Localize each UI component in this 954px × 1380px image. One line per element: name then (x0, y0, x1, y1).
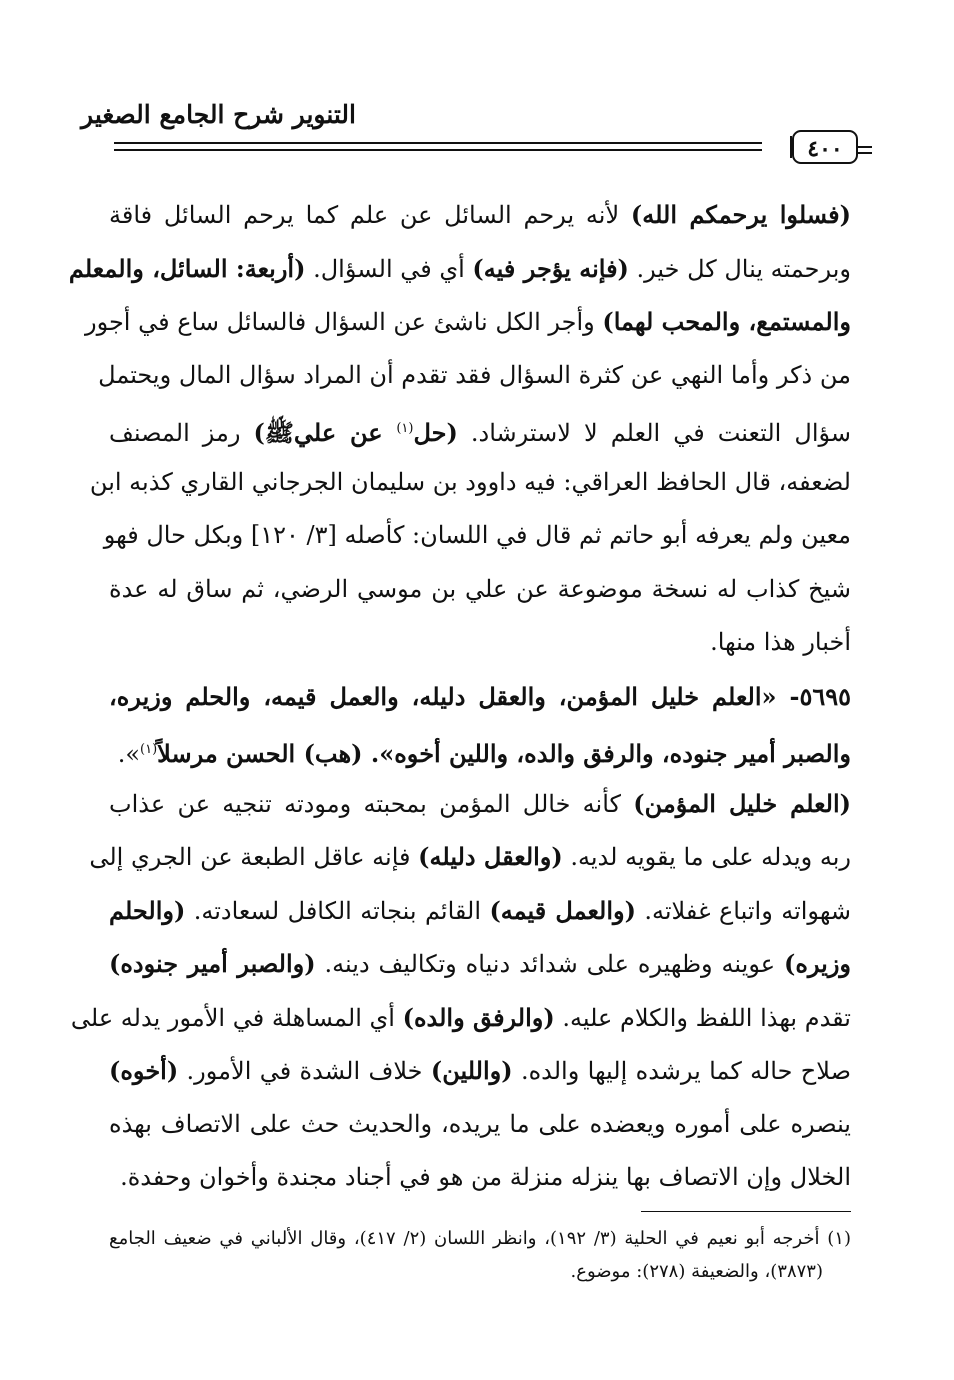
commentary-text: ربه ويدله على ما يقويه لديه. (562, 843, 851, 871)
text-line (109, 777, 851, 831)
text-line (98, 349, 851, 403)
footnotes (109, 1222, 851, 1288)
text-line (103, 509, 851, 563)
commentary-text: شهواته واتباع غفلاته. (635, 896, 851, 925)
quoted-phrase: (والصبر أمير جنوده) (109, 949, 316, 978)
hadith-text: ٥٦٩٥- «العلم خليل المؤمن، والعقل دليله، والعمل قيمه، والحلم وزيره، (109, 681, 852, 711)
honorific-glyph: ﷺ (264, 418, 294, 447)
text-line (109, 1044, 851, 1098)
header-rule-bottom (114, 149, 762, 151)
commentary-text: أخبار هذا منها. (710, 628, 851, 656)
commentary-text: معين ولم يعرفه أبو حاتم ثم قال في اللسان: كأصله [٣/ ١٢٠] وبكل حال فهو (103, 521, 851, 549)
footnote-line: (٣٨٧٣)، والضعيفة (٢٧٨): موضوع. (570, 1261, 823, 1282)
main-text (68, 188, 852, 1205)
hadith-text: والصبر أمير جنوده، والرفق والده، واللين أخوه». (370, 739, 851, 768)
commentary-text: فإنه عاقل الطبعة عن الجري إلى (89, 843, 419, 871)
text-line (109, 937, 851, 991)
footnote-line: (١) أخرجه أبو نعيم في الحلية (٣/ ١٩٢)، وانظر اللسان (٢/ ٤١٧)، وقال الألباني في ضعيف الجامع (109, 1228, 851, 1249)
quoted-phrase: والمستمع، والمحب لهما) (602, 307, 851, 336)
commentary-text: أي المساهلة في الأمور يدله على (70, 1003, 403, 1032)
page-number-tick-top (858, 146, 872, 148)
footnote-separator (641, 1211, 851, 1212)
commentary-text: خلاف الشدة في الأمور. (178, 1057, 431, 1085)
quoted-phrase: (والرفق والده) (402, 1002, 555, 1032)
commentary-text: شيخ كذاب له نسخة موضوعة عن علي بن موسي الرضي، ثم ساق له عدة (109, 574, 852, 603)
quoted-phrase: (والعقل دليله) (418, 842, 563, 871)
commentary-text: أي في السؤال. (305, 254, 473, 283)
quoted-phrase: (أخوه) (109, 1056, 179, 1085)
closing-quote: ». (117, 740, 141, 768)
hadith-source: (هب) الحسن مرسلاً (157, 739, 371, 768)
commentary-text: وبرحمته ينال كل خير. (628, 254, 851, 283)
footnote-marker: (١) (396, 421, 414, 436)
text-line (89, 456, 851, 510)
source-code: (حل (413, 418, 458, 447)
text-line (109, 188, 851, 242)
text-line (109, 1098, 851, 1152)
commentary-text: كأنه خالل المؤمن بمحبته ومودته تنجيه عن عذاب (109, 789, 634, 818)
commentary-text: رمز المصنف (109, 419, 254, 447)
running-header-title: التنوير شرح الجامع الصغير (81, 100, 356, 129)
commentary-text: القائم بنجاته الكافل لسعادته. (185, 896, 490, 925)
text-line (68, 242, 851, 296)
commentary-text: تقدم بهذا اللفظ والكلام عليه. (554, 1003, 851, 1032)
commentary-text: لضعفه، قال الحافظ العراقي: فيه داوود بن سليمان الجرجاني القاري كذبه ابن (89, 467, 851, 496)
header-rule-top (114, 142, 762, 144)
commentary-text: عوينه وظهيره على شدائد دنياه وتكاليف دينه. (315, 950, 784, 978)
footnote-marker: (١) (140, 742, 158, 757)
quoted-phrase: وزيره) (783, 949, 851, 978)
text-line (70, 991, 851, 1045)
commentary-text: سؤال التعنت في العلم لا لاسترشاد. (457, 419, 852, 447)
quoted-phrase: (فإنه يؤجر فيه) (472, 253, 629, 283)
commentary-text: ينصره على أموره ويعضده على ما يريده، والحديث حث على الاتصاف بهذه (109, 1109, 851, 1138)
commentary-text: لأنه يرحم السائل عن علم كما يرحم السائل فاقة (109, 201, 631, 229)
quoted-phrase: (فسلوا يرحمكم الله) (630, 200, 852, 229)
quoted-phrase: (واللين) (430, 1056, 513, 1085)
quoted-phrase: (والحلم (109, 895, 186, 925)
narrator-name: عن علي (293, 418, 397, 447)
quoted-phrase: (العلم خليل المؤمن) (633, 788, 851, 818)
hadith-line (109, 670, 851, 724)
text-line (109, 1151, 851, 1205)
commentary-text: وأجر الكل ناشئ عن السؤال فالسائل ساع في أجور (84, 308, 603, 336)
text-line (109, 402, 851, 456)
quoted-phrase: (أربعة: السائل، والمعلم (68, 253, 306, 283)
text-line (109, 884, 851, 938)
text-line (89, 830, 851, 884)
commentary-text: صلاح حاله كما يرشده إليها والده. (512, 1057, 852, 1085)
commentary-text: من ذكر وأما النهي عن كثرة السؤال فقد تقدم أن المراد سؤال المال ويحتمل (98, 360, 851, 389)
page-number: ٤٠٠ (792, 130, 858, 164)
quoted-phrase: (والعمل قيمه) (489, 895, 636, 925)
text-line (109, 563, 851, 617)
commentary-text: الخلال وإن الاتصاف بها ينزله منزلة من هو في أجناد مجندة وأخوان وحفدة. (120, 1163, 851, 1191)
text-line (109, 616, 851, 670)
hadith-line (109, 723, 851, 777)
page-number-tick-bottom (858, 152, 872, 154)
text-line (84, 295, 851, 349)
closing-paren: ) (253, 418, 265, 447)
